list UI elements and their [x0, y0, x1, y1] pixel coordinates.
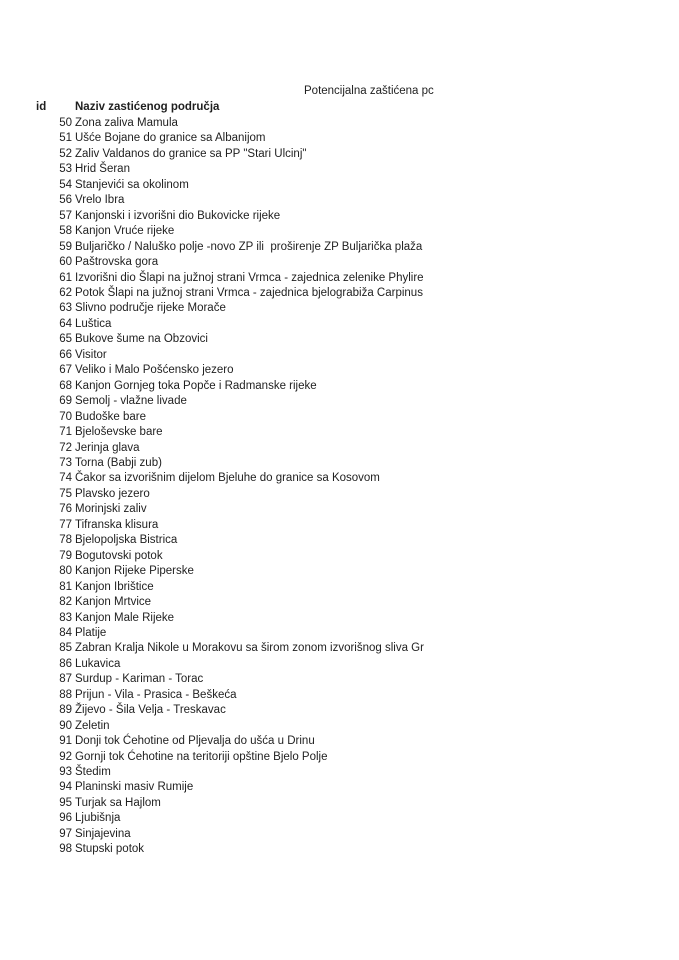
area-name: Ušće Bojane do granice sa Albanijom	[75, 132, 266, 145]
table-row	[0, 518, 424, 533]
secondary-column-header: Potencijalna zaštićena pc	[304, 85, 434, 97]
area-name: Lukavica	[75, 657, 121, 670]
area-name: Vrelo Ibra	[75, 194, 125, 207]
area-name: Veliko i Malo Pošćensko jezero	[75, 364, 234, 377]
table-row	[0, 116, 424, 131]
area-name: Žijevo - Šila Velja - Treskavac	[75, 704, 226, 717]
area-name: Turjak sa Hajlom	[75, 796, 161, 809]
area-id: 54	[59, 178, 72, 191]
area-name: Kanjon Vruće rijeke	[75, 225, 175, 238]
table-row	[0, 750, 424, 765]
area-id: 95	[59, 796, 72, 809]
area-name: Tifranska klisura	[75, 518, 159, 531]
area-id: 51	[59, 132, 72, 145]
area-id: 96	[59, 812, 72, 825]
area-name: Stupski potok	[75, 843, 145, 856]
area-id: 72	[59, 441, 72, 454]
table-row	[0, 688, 424, 703]
area-id: 52	[59, 147, 72, 160]
area-name: Ljubišnja	[75, 812, 121, 825]
area-name: Semolj - vlažne livade	[75, 395, 187, 408]
area-name: Budoške bare	[75, 410, 146, 423]
table-row	[0, 471, 424, 486]
area-id: 50	[59, 117, 72, 129]
area-id: 78	[59, 534, 72, 547]
area-id: 81	[59, 580, 72, 593]
area-name: Bukove šume na Obzovici	[75, 333, 208, 346]
area-id: 71	[59, 426, 72, 439]
area-id: 85	[59, 642, 72, 655]
area-name: Zeletin	[75, 719, 110, 732]
area-id: 97	[59, 827, 72, 840]
area-id: 84	[59, 626, 72, 639]
table-row	[0, 672, 424, 687]
area-name: Visitor	[75, 348, 107, 361]
area-id: 68	[59, 379, 72, 392]
area-id: 94	[59, 781, 72, 794]
name-column-header: Naziv zastićenog područja	[75, 101, 220, 113]
area-name: Kanjon Ibrištice	[75, 580, 154, 593]
table-row	[0, 533, 424, 548]
area-name: Sinjajevina	[75, 827, 131, 840]
area-id: 69	[59, 395, 72, 408]
area-name: Zabran Kralja Nikole u Morakovu sa širom zonom izvorišnog sliva Gr	[75, 642, 424, 655]
area-name: Luštica	[75, 317, 112, 330]
area-id: 90	[59, 719, 72, 732]
area-name: Torna (Babji zub)	[75, 456, 162, 469]
area-name: Prijun - Vila - Prasica - Beškeća	[75, 688, 237, 701]
area-name: Kanjon Mrtvice	[75, 596, 152, 609]
area-name: Kanjon Gornjeg toka Popče i Radmanske rijeke	[75, 379, 317, 392]
table-row	[0, 657, 424, 672]
table-row	[0, 595, 424, 610]
area-id: 63	[59, 302, 72, 315]
table-row	[0, 641, 424, 656]
table-header-row	[0, 100, 219, 115]
area-id: 62	[59, 286, 72, 299]
area-id: 87	[59, 673, 72, 686]
table-row	[0, 363, 424, 378]
table-row	[0, 147, 424, 162]
area-id: 60	[59, 256, 72, 269]
area-id: 56	[59, 194, 72, 207]
table-row	[0, 487, 424, 502]
area-id: 75	[59, 487, 72, 500]
area-name: Bjeloševske bare	[75, 426, 163, 439]
area-name: Paštrovska gora	[75, 256, 159, 269]
table-row	[0, 209, 424, 224]
area-name: Zaliv Valdanos do granice sa PP "Stari Ulcinj"	[75, 147, 307, 160]
table-row	[0, 379, 424, 394]
area-id: 66	[59, 348, 72, 361]
table-row	[0, 224, 424, 239]
area-name: Platije	[75, 626, 107, 639]
table-row	[0, 317, 424, 332]
area-name: Kanjon Male Rijeke	[75, 611, 175, 624]
area-name: Štedim	[75, 766, 111, 779]
area-id: 89	[59, 704, 72, 717]
table-row	[0, 626, 424, 641]
table-row	[0, 271, 424, 286]
table-row	[0, 240, 424, 255]
table-row	[0, 827, 424, 842]
table-row	[0, 394, 424, 409]
table-row	[0, 502, 424, 517]
table-row	[0, 332, 424, 347]
area-id: 57	[59, 209, 72, 222]
area-id: 74	[59, 472, 72, 485]
table-row	[0, 286, 424, 301]
table-row	[0, 611, 424, 626]
area-id: 67	[59, 364, 72, 377]
area-id: 64	[59, 317, 72, 330]
area-id: 88	[59, 688, 72, 701]
area-name: Potok Šlapi na južnoj strani Vrmca - zajednica bjelograbiža Carpinus	[75, 286, 423, 299]
area-id: 77	[59, 518, 72, 531]
area-id: 98	[59, 843, 72, 856]
area-id: 92	[59, 750, 72, 763]
area-id: 76	[59, 503, 72, 516]
area-id: 86	[59, 657, 72, 670]
table-row	[0, 564, 424, 579]
area-id: 83	[59, 611, 72, 624]
table-row	[0, 162, 424, 177]
table-row	[0, 410, 424, 425]
table-row	[0, 301, 424, 316]
area-id: 58	[59, 225, 72, 238]
area-name: Kanjon Rijeke Piperske	[75, 565, 194, 578]
table-row	[0, 178, 424, 193]
table-row	[0, 580, 424, 595]
area-name: Bjelopoljska Bistrica	[75, 534, 178, 547]
area-list	[0, 116, 424, 858]
area-id: 79	[59, 549, 72, 562]
table-row	[0, 456, 424, 471]
area-name: Bogutovski potok	[75, 549, 163, 562]
area-name: Kanjonski i izvorišni dio Bukovicke rijeke	[75, 209, 281, 222]
area-id: 82	[59, 596, 72, 609]
id-column-header: id	[36, 101, 47, 113]
table-row	[0, 348, 424, 363]
table-row	[0, 719, 424, 734]
table-row	[0, 131, 424, 146]
area-id: 91	[59, 735, 72, 748]
area-id: 53	[59, 163, 72, 176]
table-row	[0, 425, 424, 440]
area-name: Gornji tok Ćehotine na teritoriji opštine Bjelo Polje	[75, 750, 328, 763]
table-row	[0, 842, 424, 857]
area-id: 61	[59, 271, 72, 284]
area-name: Stanjevići sa okolinom	[75, 178, 189, 191]
area-name: Plavsko jezero	[75, 487, 150, 500]
area-id: 73	[59, 456, 72, 469]
table-row	[0, 765, 424, 780]
area-name: Planinski masiv Rumije	[75, 781, 194, 794]
area-name: Slivno područje rijeke Morače	[75, 302, 226, 315]
area-id: 70	[59, 410, 72, 423]
table-row	[0, 549, 424, 564]
area-id: 93	[59, 766, 72, 779]
area-name: Zona zaliva Mamula	[75, 117, 178, 129]
table-row	[0, 780, 424, 795]
table-row	[0, 703, 424, 718]
table-row	[0, 796, 424, 811]
table-row	[0, 441, 424, 456]
area-id: 59	[59, 240, 72, 253]
area-name: Buljaričko / Naluško polje -novo ZP ili proširenje ZP Buljarička plaža	[75, 240, 423, 253]
area-name: Donji tok Ćehotine od Pljevalja do ušća u Drinu	[75, 735, 315, 748]
table-row	[0, 255, 424, 270]
area-id: 80	[59, 565, 72, 578]
area-name: Morinjski zaliv	[75, 503, 147, 516]
area-name: Jerinja glava	[75, 441, 140, 454]
area-name: Hrid Šeran	[75, 163, 130, 176]
area-id: 65	[59, 333, 72, 346]
area-name: Čakor sa izvorišnim dijelom Bjeluhe do granice sa Kosovom	[75, 472, 380, 485]
area-name: Surdup - Kariman - Torac	[75, 673, 204, 686]
table-row	[0, 193, 424, 208]
table-row	[0, 811, 424, 826]
table-row	[0, 734, 424, 749]
area-name: Izvorišni dio Šlapi na južnoj strani Vrmca - zajednica zelenike Phylire	[75, 271, 424, 284]
